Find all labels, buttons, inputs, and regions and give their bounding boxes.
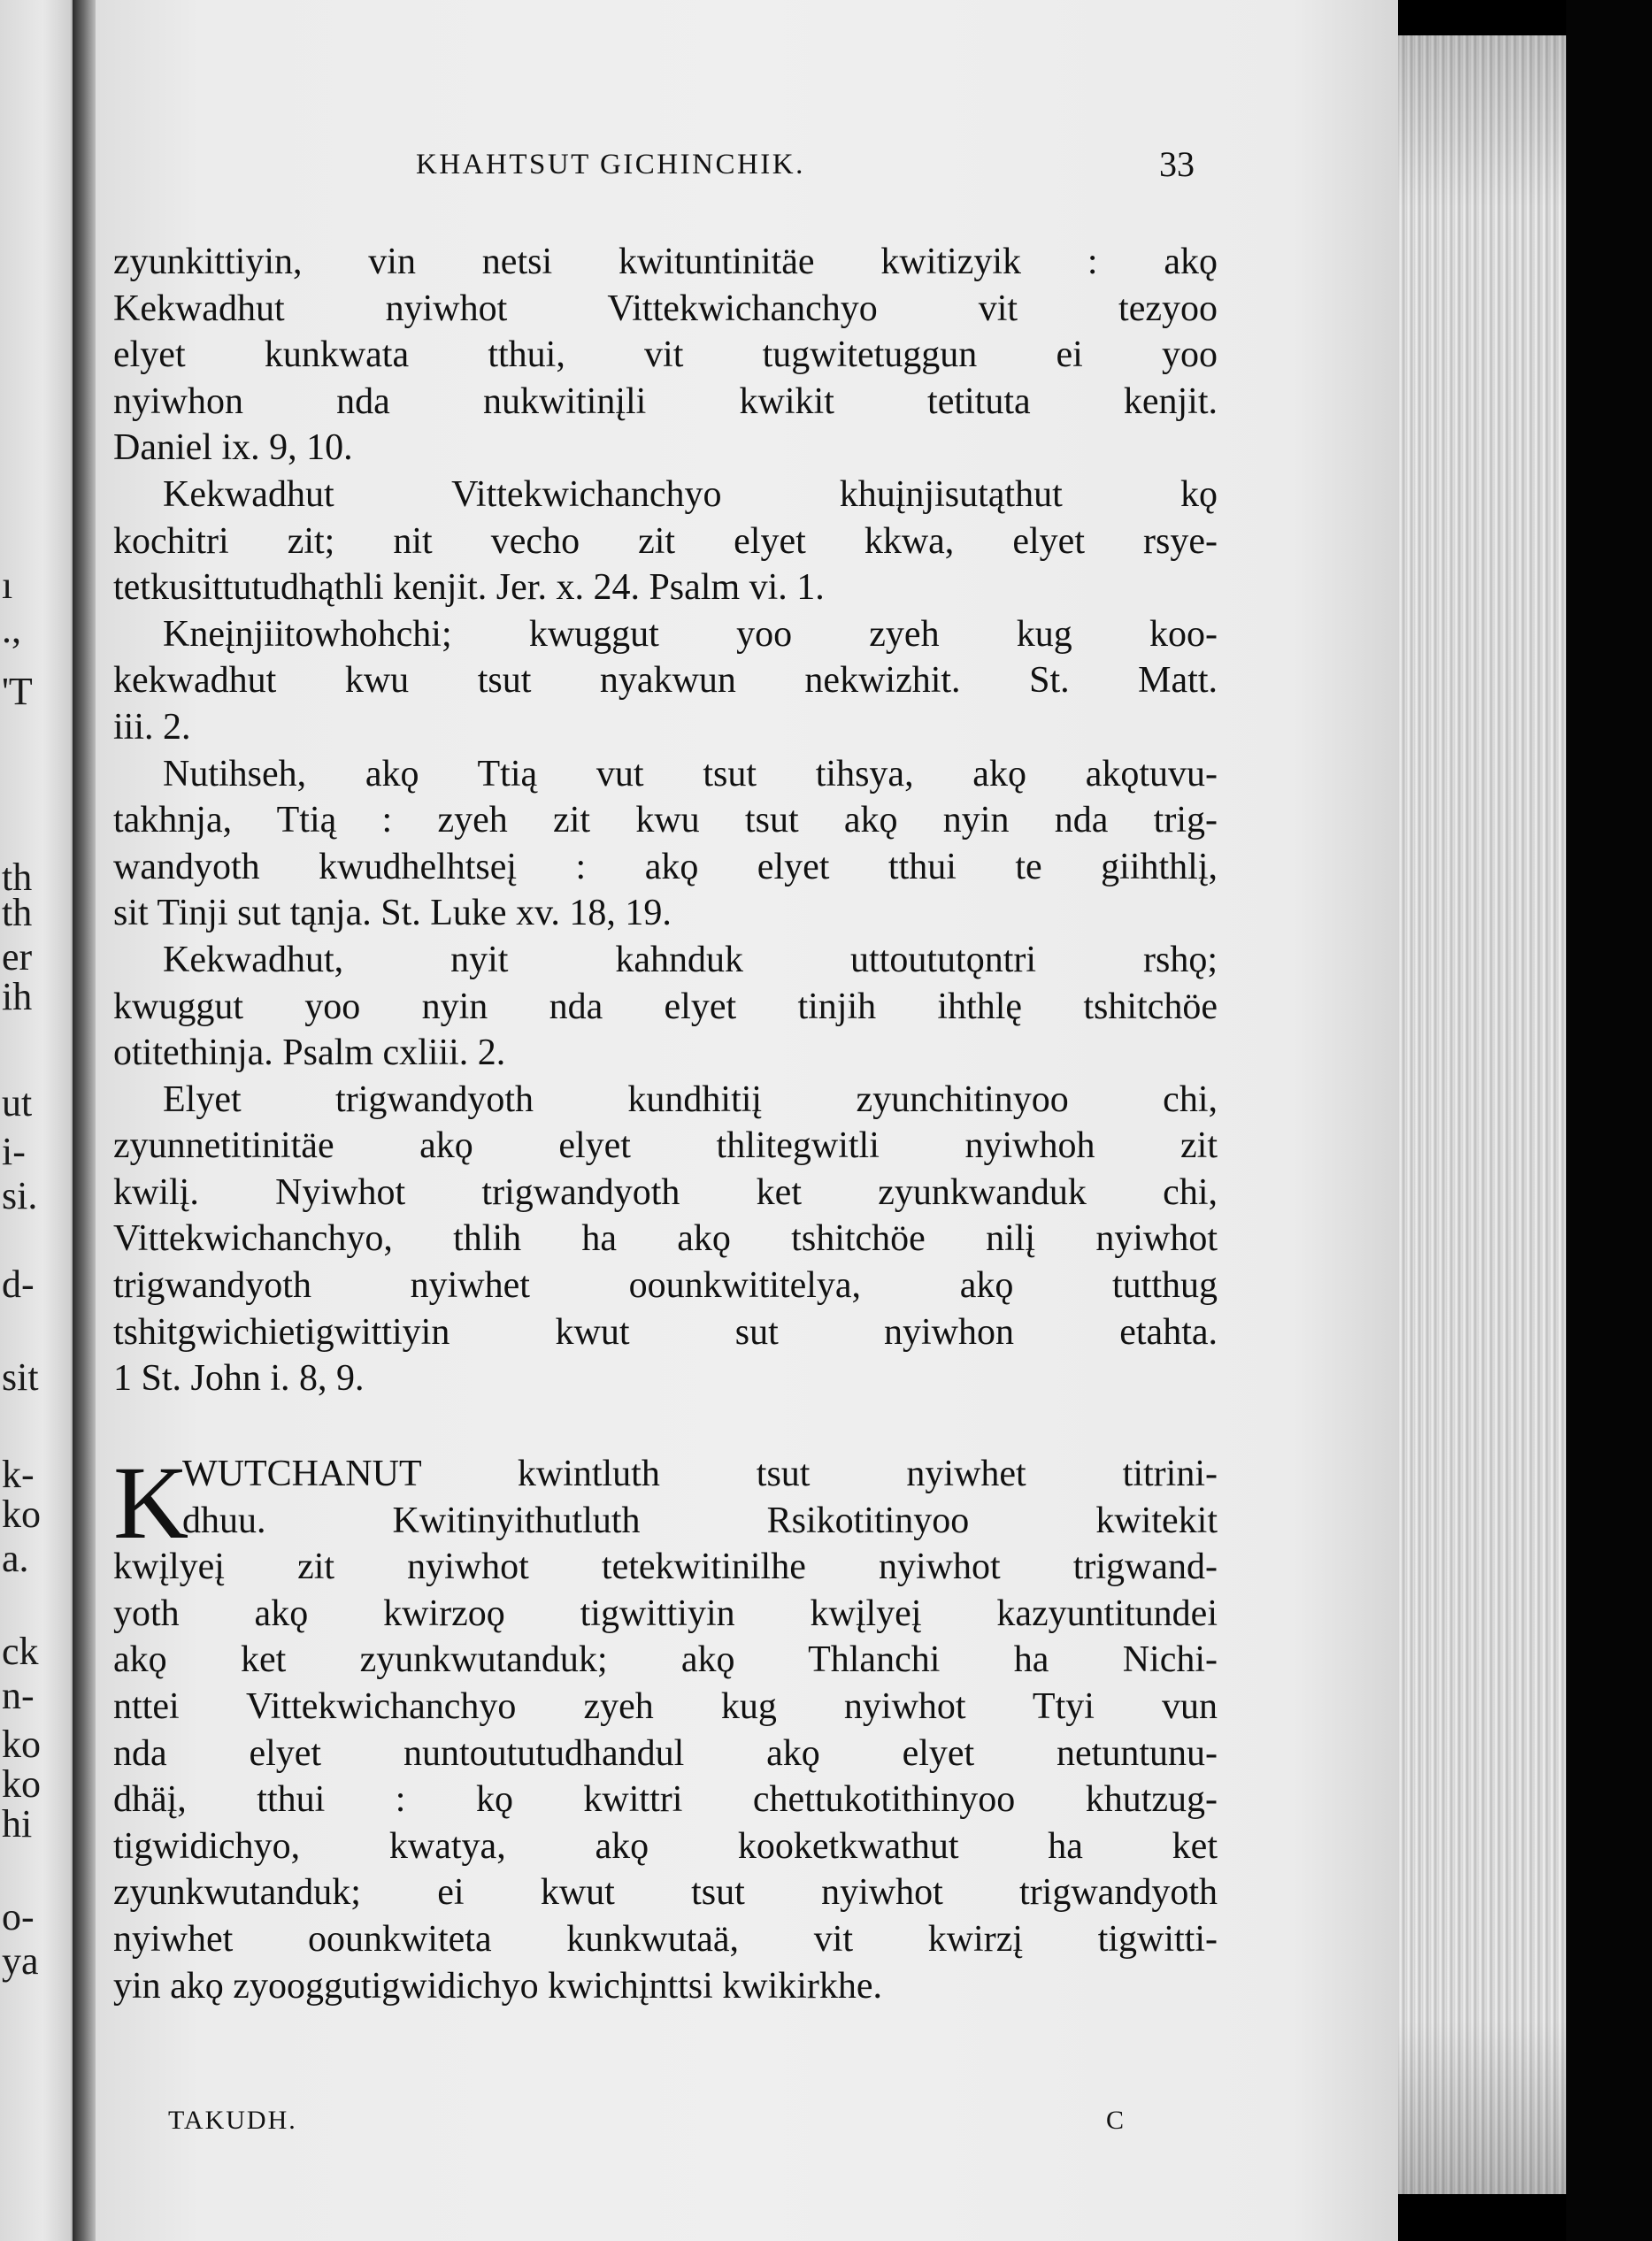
rubric-line: dhäį, tthui : kǫ kwittri chettukotithinyoo khutzug- (113, 1779, 1218, 1821)
text-line: trigwandyoth nyiwhet oounkwititelya, akǫ tutthug (113, 1265, 1218, 1307)
facing-page-text-fragment: si. (2, 1174, 38, 1217)
facing-page-text-fragment: ı (2, 564, 13, 607)
page-number: 33 (1159, 144, 1195, 184)
text-line: kwuggut yoo nyin nda elyet tinjih ihthlę tshitchöe (113, 986, 1218, 1027)
text-line: Kekwadhut, nyit kahnduk uttoututǫntri rshǫ; (163, 939, 1218, 980)
text-line: zyunnetitinitäe akǫ elyet thlitegwitli nyiwhoh zit (113, 1125, 1218, 1167)
text-line: tetkusittutudhąthli kenjit. Jer. x. 24. Psalm vi. 1. (113, 567, 825, 609)
facing-page-text-fragment: ., (2, 608, 21, 651)
facing-page-fragment (0, 0, 78, 2241)
text-line: tshitgwichietigwittiyin kwut sut nyiwhon etahta. (113, 1311, 1218, 1353)
text-line: takhnja, Ttią : zyeh zit kwu tsut akǫ nyin nda trig- (113, 800, 1218, 841)
facing-page-text-fragment: ih (2, 975, 33, 1018)
text-line: kekwadhut kwu tsut nyakwun nekwizhit. St. Matt. (113, 660, 1218, 702)
facing-page-text-fragment: ko (2, 1762, 41, 1806)
rubric-line: nyiwhet oounkwiteta kunkwutaä, vit kwirzį tigwitti- (113, 1918, 1218, 1960)
text-line: otitethinja. Psalm cxliii. 2. (113, 1032, 506, 1074)
facing-page-text-fragment: ut (2, 1081, 33, 1124)
facing-page-text-fragment: 'T (2, 670, 33, 713)
rubric-line: nda elyet nuntoututudhandul akǫ elyet netuntunu- (113, 1732, 1218, 1774)
rubric-line: kwįlyeį zit nyiwhot tetekwitinilhe nyiwhot trigwand- (113, 1546, 1218, 1588)
signature-mark-right: C (1106, 2106, 1125, 2135)
body-text-top (113, 239, 1218, 1402)
facing-page-text-fragment: sit (2, 1355, 39, 1399)
facing-page-text-fragment: a. (2, 1537, 29, 1580)
text-line: iii. 2. (113, 706, 191, 748)
page-edge-shade (1398, 35, 1566, 2194)
facing-page-text-fragment: n- (2, 1674, 35, 1717)
facing-page-text-fragment: k- (2, 1453, 35, 1496)
facing-page-text-fragment: hi (2, 1802, 33, 1846)
text-line: Elyet trigwandyoth kundhitiį zyunchitinyoo chi, (163, 1078, 1218, 1120)
text-line: wandyoth kwudhelhtseį : akǫ elyet tthui te giihthlį, (113, 846, 1218, 887)
text-line: Kneįnjiitowhohchi; kwuggut yoo zyeh kug koo- (163, 613, 1218, 655)
rubric-line: WUTCHANUT kwintluth tsut nyiwhet titrini- (182, 1454, 1218, 1494)
rubric-line: yoth akǫ kwirzoǫ tigwittiyin kwįlyeį kazyuntitundei (113, 1592, 1218, 1634)
text-line: sit Tinji sut tąnja. St. Luke xv. 18, 19. (113, 893, 672, 934)
facing-page-text-fragment: ko (2, 1493, 41, 1536)
signature-mark-left: TAKUDH. (168, 2106, 297, 2135)
rubric-line: dhuu. Kwitinyithutluth Rsikotitinyoo kwitekit (182, 1500, 1218, 1541)
drop-cap: K (113, 1445, 189, 1561)
text-line: kwilį. Nyiwhot trigwandyoth ket zyunkwanduk chi, (113, 1171, 1218, 1213)
facing-page-text-fragment: ko (2, 1723, 41, 1766)
text-line: Nutihseh, akǫ Ttią vut tsut tihsya, akǫ akǫtuvu- (163, 753, 1218, 794)
rubric-line: yin akǫ zyooggutigwidichyo kwichįnttsi kwikirkhe. (113, 1965, 883, 2007)
book-gutter (73, 0, 97, 2241)
facing-page-text-fragment: th (2, 856, 33, 899)
facing-page-text-fragment: d- (2, 1262, 35, 1306)
text-line: kochitri zit; nit vecho zit elyet kkwa, elyet rsye- (113, 520, 1218, 562)
running-head: KHAHTSUT GICHINCHIK. (416, 149, 805, 180)
text-line: Vittekwichanchyo, thlih ha akǫ tshitchöe nilį nyiwhot (113, 1218, 1218, 1260)
rubric-line: zyunkwutanduk; ei kwut tsut nyiwhot trigwandyoth (113, 1872, 1218, 1914)
facing-page-text-fragment: i- (2, 1130, 26, 1173)
facing-page-text-fragment: th (2, 891, 33, 934)
rubric-line: nttei Vittekwichanchyo zyeh kug nyiwhot Ttyi vun (113, 1685, 1218, 1727)
text-line: Daniel ix. 9, 10. (113, 427, 353, 469)
facing-page-text-fragment: ya (2, 1939, 39, 1983)
text-line: zyunkittiyin, vin netsi kwituntinitäe kwitizyik : akǫ (113, 242, 1218, 282)
scan-border-right (1566, 0, 1652, 2241)
facing-page-text-fragment: o- (2, 1895, 35, 1938)
facing-page-text-fragment: er (2, 935, 33, 979)
text-line: Kekwadhut Vittekwichanchyo khuįnjisutąthut kǫ (163, 473, 1218, 515)
rubric-text (113, 1445, 1218, 2009)
text-line: 1 St. John i. 8, 9. (113, 1358, 365, 1400)
text-line: Kekwadhut nyiwhot Vittekwichanchyo vit tezyoo (113, 288, 1218, 329)
rubric-line: tigwidichyo, kwatya, akǫ kooketkwathut ha ket (113, 1825, 1218, 1867)
text-line: nyiwhon nda nukwitinįli kwikit tetituta kenjit. (113, 380, 1218, 422)
text-line: elyet kunkwata tthui, vit tugwitetuggun ei yoo (113, 334, 1218, 376)
facing-page-text-fragment: ck (2, 1630, 39, 1673)
rubric-line: akǫ ket zyunkwutanduk; akǫ Thlanchi ha Nichi- (113, 1639, 1218, 1681)
